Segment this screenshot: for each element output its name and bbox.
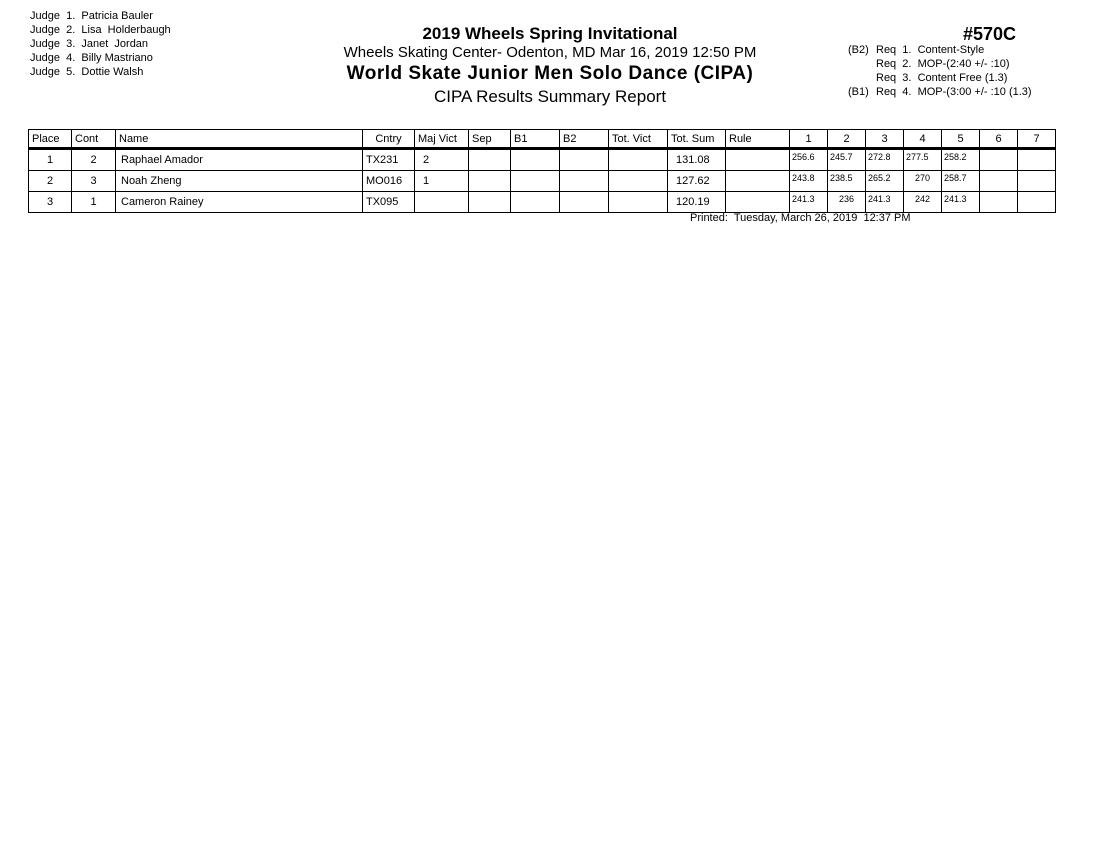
cell-place: 2 — [29, 171, 72, 192]
col-cntry: Cntry — [363, 130, 415, 149]
judge-name: Billy Mastriano — [81, 52, 153, 64]
col-sep: Sep — [469, 130, 511, 149]
requirement-prefix — [848, 71, 876, 85]
cell-cntry: MO016 — [363, 171, 415, 192]
col-tot-sum: Tot. Sum — [668, 130, 726, 149]
judge-4 — [30, 51, 171, 65]
cell-judge-6 — [980, 149, 1018, 171]
cell-sep — [469, 149, 511, 171]
judge-label: Judge 1. — [30, 10, 76, 22]
cell-judge-4: 277.5 — [904, 149, 942, 171]
col-judge-4: 4 — [904, 130, 942, 149]
event-title: World Skate Junior Men Solo Dance (CIPA) — [346, 63, 754, 84]
cell-judge-1: 256.6 — [790, 149, 828, 171]
col-b1: B1 — [511, 130, 560, 149]
col-judge-2: 2 — [828, 130, 866, 149]
judges-list — [30, 9, 171, 79]
report-title: CIPA Results Summary Report — [433, 87, 667, 106]
cell-judge-5: 241.3 — [942, 192, 980, 213]
judge-name: Janet Jordan — [81, 38, 149, 50]
cell-judge-7 — [1018, 192, 1056, 213]
cell-tot-vict — [609, 171, 668, 192]
cell-place: 3 — [29, 192, 72, 213]
table-row — [29, 171, 1056, 192]
cell-name: Raphael Amador — [116, 149, 363, 171]
cell-name: Cameron Rainey — [116, 192, 363, 213]
judge-name: Patricia Bauler — [81, 10, 153, 22]
col-judge-7: 7 — [1018, 130, 1056, 149]
cell-judge-6 — [980, 192, 1018, 213]
cell-rule — [726, 149, 790, 171]
competition-title: 2019 Wheels Spring Invitational — [422, 24, 678, 43]
judge-label: Judge 5. — [30, 66, 76, 78]
cell-tot-sum: 120.19 — [668, 192, 726, 213]
cell-b2 — [560, 149, 609, 171]
col-maj-vict: Maj Vict — [415, 130, 469, 149]
requirement-text: Req 3. Content Free (1.3) — [876, 72, 1008, 84]
col-judge-6: 6 — [980, 130, 1018, 149]
col-name: Name — [116, 130, 363, 149]
judge-label: Judge 4. — [30, 52, 76, 64]
venue-datetime: Wheels Skating Center- Odenton, MD Mar 16, 2019 12:50 PM — [343, 44, 757, 61]
requirement-text: Req 4. MOP-(3:00 +/- :10 (1.3) — [876, 86, 1032, 98]
cell-tot-vict — [609, 192, 668, 213]
cell-judge-3: 272.8 — [866, 149, 904, 171]
cell-b1 — [511, 171, 560, 192]
cell-judge-1: 243.8 — [790, 171, 828, 192]
cell-rule — [726, 192, 790, 213]
cell-name: Noah Zheng — [116, 171, 363, 192]
requirements-list — [848, 43, 1032, 99]
judge-3 — [30, 37, 171, 51]
cell-cntry: TX095 — [363, 192, 415, 213]
cell-rule — [726, 171, 790, 192]
cell-judge-3: 241.3 — [866, 192, 904, 213]
judge-2 — [30, 23, 171, 37]
cell-cont: 3 — [72, 171, 116, 192]
cell-tot-sum: 127.62 — [668, 171, 726, 192]
cell-maj-vict: 1 — [415, 171, 469, 192]
requirement-3 — [848, 71, 1032, 85]
requirement-prefix: (B2) — [848, 44, 869, 56]
cell-judge-2: 238.5 — [828, 171, 866, 192]
event-number: #570C — [963, 24, 1017, 44]
requirement-2 — [848, 57, 1032, 71]
cell-cont: 1 — [72, 192, 116, 213]
cell-judge-1: 241.3 — [790, 192, 828, 213]
cell-b1 — [511, 192, 560, 213]
requirement-prefix: (B1) — [848, 86, 869, 98]
col-judge-1: 1 — [790, 130, 828, 149]
cell-judge-7 — [1018, 171, 1056, 192]
col-tot-vict: Tot. Vict — [609, 130, 668, 149]
cell-judge-7 — [1018, 149, 1056, 171]
table-row — [29, 149, 1056, 171]
cell-b1 — [511, 149, 560, 171]
col-rule: Rule — [726, 130, 790, 149]
cell-judge-3: 265.2 — [866, 171, 904, 192]
judge-name: Dottie Walsh — [81, 66, 144, 78]
cell-judge-5: 258.7 — [942, 171, 980, 192]
requirement-1 — [848, 43, 1032, 57]
cell-judge-5: 258.2 — [942, 149, 980, 171]
cell-sep — [469, 192, 511, 213]
col-judge-5: 5 — [942, 130, 980, 149]
cell-judge-2: 236 — [828, 192, 866, 213]
cell-maj-vict — [415, 192, 469, 213]
col-b2: B2 — [560, 130, 609, 149]
col-place: Place — [29, 130, 72, 149]
table-header-row — [29, 130, 1056, 149]
requirement-text: Req 2. MOP-(2:40 +/- :10) — [876, 58, 1010, 70]
table-row — [29, 192, 1056, 213]
cell-judge-2: 245.7 — [828, 149, 866, 171]
cell-sep — [469, 171, 511, 192]
report-header — [300, 24, 800, 108]
printed-timestamp: Printed: Tuesday, March 26, 2019 12:37 PM — [690, 212, 911, 224]
judge-1 — [30, 9, 171, 23]
judge-name: Lisa Holderbaugh — [81, 24, 171, 36]
cell-judge-4: 242 — [904, 192, 942, 213]
requirement-text: Req 1. Content-Style — [876, 44, 985, 56]
cell-tot-sum: 131.08 — [668, 149, 726, 171]
judge-5 — [30, 65, 171, 79]
col-cont: Cont — [72, 130, 116, 149]
requirement-4 — [848, 85, 1032, 99]
cell-b2 — [560, 192, 609, 213]
judge-label: Judge 2. — [30, 24, 76, 36]
judge-label: Judge 3. — [30, 38, 76, 50]
col-judge-3: 3 — [866, 130, 904, 149]
results-table — [28, 129, 1056, 213]
cell-b2 — [560, 171, 609, 192]
cell-judge-6 — [980, 171, 1018, 192]
cell-place: 1 — [29, 149, 72, 171]
cell-cntry: TX231 — [363, 149, 415, 171]
cell-maj-vict: 2 — [415, 149, 469, 171]
requirement-prefix — [848, 57, 876, 71]
cell-cont: 2 — [72, 149, 116, 171]
cell-judge-4: 270 — [904, 171, 942, 192]
cell-tot-vict — [609, 149, 668, 171]
